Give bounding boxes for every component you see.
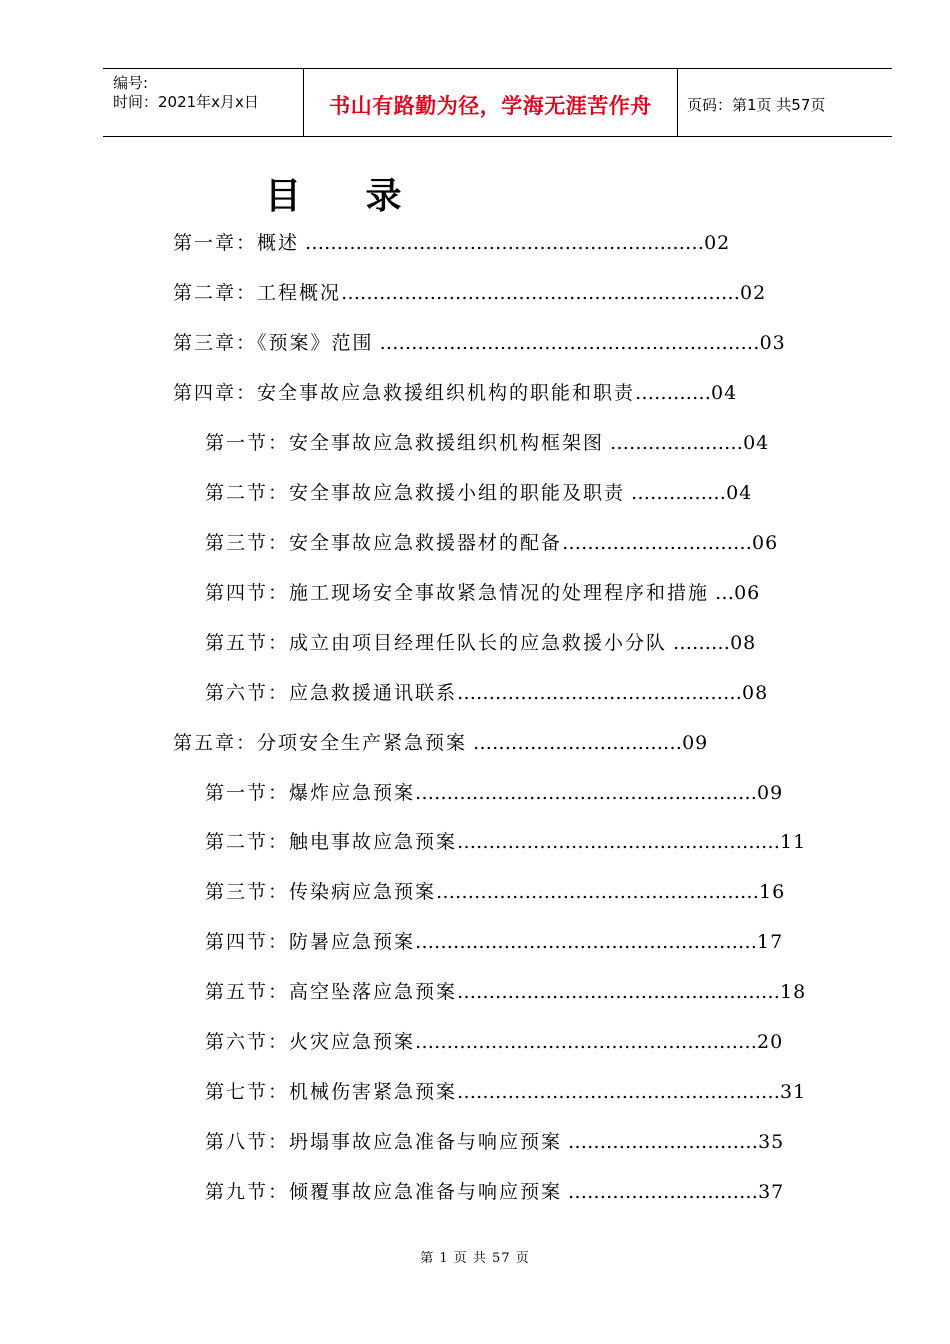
toc-leader: ……………………………: [467, 732, 683, 754]
toc-label: 第三节：传染病应急预案: [205, 881, 437, 903]
toc-entry: [173, 281, 766, 305]
toc-entry: [205, 1080, 806, 1104]
toc-label: 第一节：安全事故应急救援组织机构框架图: [205, 432, 605, 454]
toc-entry: [205, 781, 783, 805]
toc-label: 第五节：成立由项目经理任队长的应急救援小分队: [205, 632, 668, 654]
toc-label: 第八节：坍塌事故应急准备与响应预案: [205, 1131, 563, 1153]
toc-page: 18: [780, 981, 807, 1003]
toc-leader: ………………………………………………………: [341, 282, 741, 304]
toc-leader: ………: [667, 632, 731, 654]
toc-page: 16: [759, 881, 786, 903]
toc-entry: [205, 631, 756, 655]
toc-page: 17: [757, 931, 784, 953]
toc-leader: …………: [635, 382, 712, 404]
toc-page: 04: [743, 432, 770, 454]
toc-page: 02: [740, 282, 767, 304]
toc-leader: …: [709, 582, 735, 604]
header-motto: 书山有路勤为径，学海无涯苦作舟: [329, 94, 652, 118]
toc-page: 11: [780, 831, 807, 853]
header-motto-cell: [304, 69, 678, 136]
toc-entry: [173, 231, 730, 255]
toc-entry: [205, 531, 778, 555]
toc-page: 09: [757, 782, 784, 804]
toc-leader: …………………………: [562, 532, 753, 554]
toc-leader: ………………………………………………: [415, 931, 758, 953]
page-title: 目 录: [265, 175, 428, 217]
toc-leader: ……………………………………………: [457, 981, 781, 1003]
document-header: [103, 68, 892, 137]
toc-leader: ……………………………………………: [457, 1081, 781, 1103]
page-footer: 第 1 页 共 57 页: [420, 1251, 530, 1266]
toc-entry: [205, 930, 783, 954]
toc-entry: [173, 381, 737, 405]
toc-leader: ……………………………………………: [457, 831, 781, 853]
toc-page: 08: [730, 632, 757, 654]
toc-entry: [205, 880, 785, 904]
toc-label: 第四节：防暑应急预案: [205, 931, 416, 953]
toc-label: 第二节：安全事故应急救援小组的职能及职责: [205, 482, 626, 504]
code-label: 编号:: [113, 74, 149, 92]
toc-entry: [205, 431, 769, 455]
toc-label: 第四章：安全事故应急救援组织机构的职能和职责: [173, 382, 636, 404]
toc-label: 第三章：《预案》范围: [173, 332, 374, 354]
toc-label: 第九节：倾覆事故应急准备与响应预案: [205, 1181, 563, 1203]
toc-page: 20: [757, 1031, 784, 1053]
toc-entry: [205, 1030, 783, 1054]
toc-page: 08: [742, 682, 769, 704]
toc-leader: ……………………………………………: [436, 881, 760, 903]
toc-page: 04: [726, 482, 753, 504]
toc-entry: [173, 331, 786, 355]
toc-label: 第六节：应急救援通讯联系: [205, 682, 458, 704]
toc-label: 第四节：施工现场安全事故紧急情况的处理程序和措施: [205, 582, 710, 604]
toc-page: 35: [758, 1131, 785, 1153]
toc-leader: ………………………………………………: [415, 1031, 758, 1053]
toc-page: 03: [759, 332, 786, 354]
toc-entry: [205, 1180, 784, 1204]
header-page-label: 页码：第1页 共57页: [687, 96, 826, 114]
toc-entry: [205, 1130, 784, 1154]
toc-page: 02: [704, 232, 731, 254]
toc-label: 第一节：爆炸应急预案: [205, 782, 416, 804]
toc-page: 06: [734, 582, 761, 604]
toc-leader: ………………………………………………: [415, 782, 758, 804]
toc-page: 31: [780, 1081, 807, 1103]
toc-label: 第六节：火灾应急预案: [205, 1031, 416, 1053]
toc-leader: ………………………………………………………: [299, 232, 705, 254]
toc-entry: [205, 481, 752, 505]
toc-entry: [205, 581, 760, 605]
toc-page: 04: [711, 382, 738, 404]
toc-entry: [173, 731, 708, 755]
toc-page: 06: [752, 532, 779, 554]
toc-label: 第二章：工程概况: [173, 282, 342, 304]
toc-label: 第五章：分项安全生产紧急预案: [173, 732, 468, 754]
header-meta-cell: [103, 69, 304, 136]
toc-leader: ……………: [625, 482, 727, 504]
toc-leader: …………………: [604, 432, 744, 454]
toc-page: 37: [758, 1181, 785, 1203]
toc-label: 第七节：机械伤害紧急预案: [205, 1081, 458, 1103]
toc-page: 09: [682, 732, 709, 754]
toc-label: 第五节：高空坠落应急预案: [205, 981, 458, 1003]
toc-leader: ……………………………………………………: [373, 332, 760, 354]
toc-entry: [205, 681, 768, 705]
header-page-cell: [678, 69, 892, 136]
toc-leader: ………………………………………: [457, 682, 743, 704]
toc-entry: [205, 830, 806, 854]
toc-leader: …………………………: [562, 1181, 759, 1203]
toc-label: 第三节：安全事故应急救援器材的配备: [205, 532, 563, 554]
toc-entry: [205, 980, 806, 1004]
toc-label: 第二节：触电事故应急预案: [205, 831, 458, 853]
time-label: 时间：2021年x月x日: [113, 93, 259, 111]
toc-label: 第一章：概述: [173, 232, 300, 254]
toc-leader: …………………………: [562, 1131, 759, 1153]
